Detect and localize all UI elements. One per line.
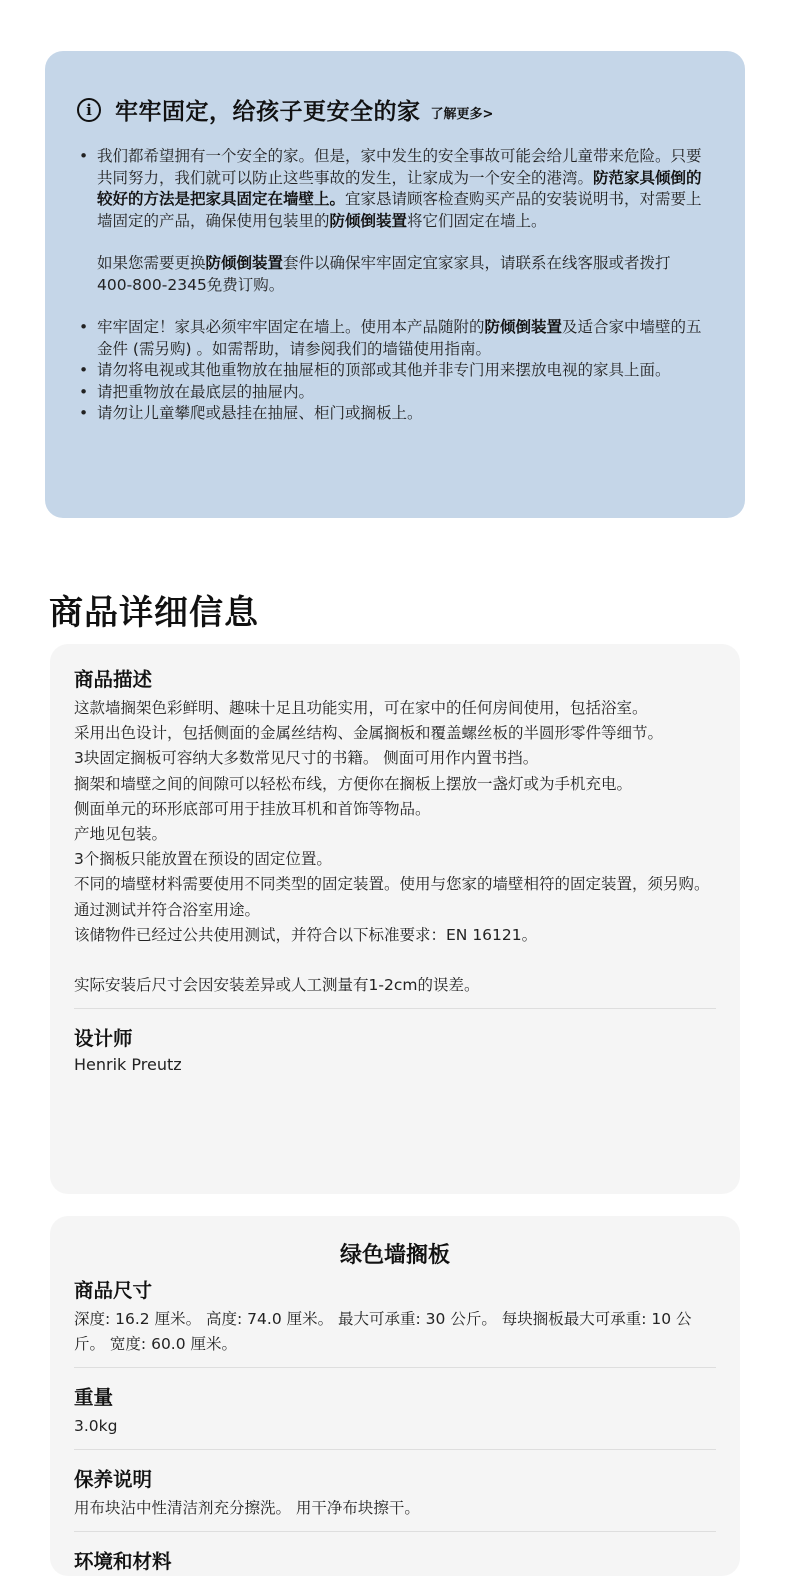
size-label: 商品尺寸 [74,1279,153,1302]
description-line: 搁架和墙壁之间的间隙可以轻松布线，方便你在搁板上摆放一盏灯或为手机充电。 [74,774,633,793]
environment-label: 环境和材料 [74,1550,172,1573]
weight-value: 3.0kg [74,1417,118,1435]
size-value: 深度: 16.2 厘米。 高度: 74.0 厘米。 最大可承重: 30 公斤。 每块搁板最大可承重: 10 公斤。 宽度: 60.0 厘米。 [74,1310,692,1353]
spacer [74,948,716,973]
safety-text: 及适合家中墙壁的五金件 (需另购) 。如需帮助，请参阅我们的墙锚使用指南。 [97,318,702,358]
safety-text: 如果您需要更换 [97,254,206,272]
description-text [74,696,716,998]
learn-more-link[interactable]: 了解更多> [430,107,494,122]
description-line: 3个搁板只能放置在预设的固定位置。 [74,850,332,869]
safety-notice-header [77,93,705,126]
safety-bold-text: 防倾倒装置 [205,254,284,272]
safety-bullet-5: • 请勿让儿童攀爬或悬挂在抽屉、柜门或搁板上。 [77,403,705,425]
safety-bold-text: 防倾倒装置 [484,318,563,336]
care-label: 保养说明 [74,1468,153,1491]
divider [74,1367,716,1368]
info-icon: i [77,98,101,122]
safety-notice-panel [45,51,745,518]
safety-bullet-2 [77,317,705,360]
designer-name: Henrik Preutz [74,1055,182,1075]
measurement-note: 实际安装后尺寸会因安装差异或人工测量有1-2cm的误差。 [74,976,480,995]
safety-bullet-list [77,146,705,425]
safety-text: 将它们固定在墙上。 [407,211,547,230]
safety-bold-text: 防倾倒装置 [329,211,408,230]
product-name: 绿色墙搁板 [339,1243,450,1268]
safety-bold-text: 防范家具倾倒的较好的方法是把家具固定在墙壁上。 [97,168,702,208]
description-line: 该储物件已经过公共使用测试，并符合以下标准要求：EN 16121。 [74,925,538,944]
safety-bullet-4: • 请把重物放在最底层的抽屉内。 [77,382,705,404]
description-line: 产地见包装。 [74,825,168,844]
designer-label: 设计师 [74,1027,133,1051]
product-details-heading: 商品详细信息 [49,593,259,633]
description-label: 商品描述 [74,668,153,691]
product-spec-card [50,1216,740,1576]
description-line: 侧面单元的环形底部可用于挂放耳机和首饰等物品。 [74,799,431,818]
divider [74,1531,716,1532]
safety-text: 牢牢固定！家具必须牢牢固定在墙上。使用本产品随附的 [97,318,485,336]
divider [74,1008,716,1009]
description-line: 不同的墙壁材料需要使用不同类型的固定装置。使用与您家的墙壁相符的固定装置，须另购。 [74,875,710,894]
care-value: 用布块沾中性清洁剂充分擦洗。 用干净布块擦干。 [74,1499,420,1517]
safety-bullet-3: • 请勿将电视或其他重物放在抽屉柜的顶部或其他并非专门用来摆放电视的家具上面。 [77,360,705,382]
divider [74,1449,716,1450]
safety-notice-title: 牢牢固定，给孩子更安全的家 [115,99,421,125]
safety-text: 宜家恳请顾客检查购买产品的安装说明书，对需要上墙固定的产品，确保使用包装里的 [97,190,702,230]
description-line: 3块固定搁板可容纳大多数常见尺寸的书籍。 侧面可用作内置书挡。 [74,749,539,768]
description-line: 采用出色设计，包括侧面的金属丝结构、金属搁板和覆盖螺丝板的半圆形零件等细节。 [74,724,664,743]
description-line: 这款墙搁架色彩鲜明、趣味十足且功能实用，可在家中的任何房间使用，包括浴室。 [74,699,648,717]
safety-text: 我们都希望拥有一个安全的家。但是，家中发生的安全事故可能会给儿童带来危险。只要共同努力，我们就可以防止这些事故的发生，让家成为一个安全的港湾。 [97,147,702,187]
weight-label: 重量 [74,1386,114,1409]
safety-replacement-paragraph [97,253,705,296]
description-card [50,644,740,1194]
safety-bullet-1 [77,146,705,296]
safety-text: 套件以确保牢牢固定宜家家具，请联系在线客服或者拨打400-800-2345免费订购。 [97,254,671,294]
description-line: 通过测试并符合浴室用途。 [74,900,261,919]
